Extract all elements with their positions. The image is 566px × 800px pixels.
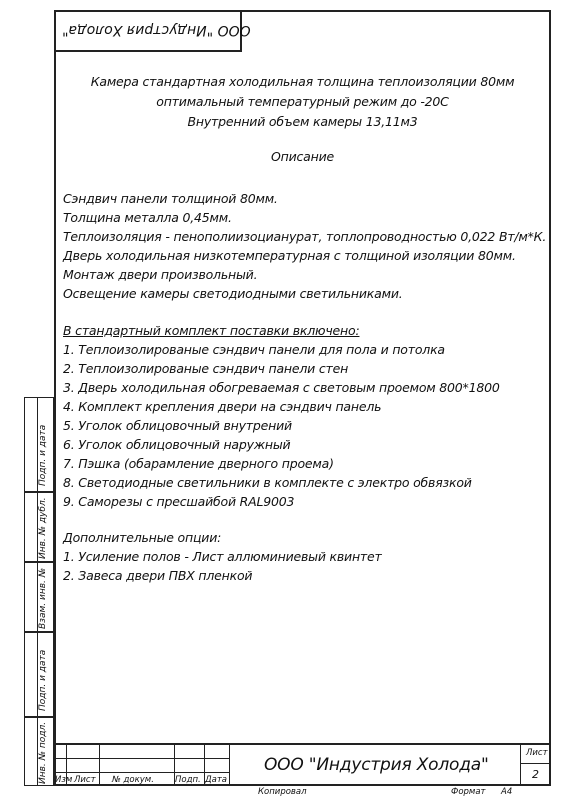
side-box-inv-dubl: [24, 492, 54, 562]
package-item: 7. Пэшка (обарамление дверного проема): [63, 456, 334, 471]
description-title: Описание: [270, 149, 335, 164]
side-box-inv-podl: [24, 717, 54, 786]
col-docum: № докум.: [112, 775, 154, 785]
col-izm: Изм: [55, 775, 73, 785]
package-item: 5. Уголок облицовочный внутрений: [63, 418, 292, 433]
side-box-vzam-inv: [24, 562, 54, 632]
header-stamp-box: [54, 10, 251, 52]
sheet-label: Лист: [526, 748, 548, 758]
package-item: 9. Саморезы с пресшайбой RAL9003: [63, 494, 295, 509]
header-stamp-text: ООО "Индустрия Холода": [62, 22, 251, 38]
company-name: ООО "Индустрия Холода": [264, 755, 489, 775]
side-label-podp-data-1: Подп. и дата: [38, 424, 48, 486]
footer-format-label: Формат: [451, 787, 486, 797]
description-line: Дверь холодильная низкотемпературная с толщиной изоляции 80мм.: [63, 248, 516, 263]
description-line: Освещение камеры светодиодными светильниками.: [63, 286, 403, 301]
side-label-inv-podl: Инв. № подл.: [38, 721, 48, 784]
footer-format-value: А4: [501, 787, 513, 797]
title-line-1: Камера стандартная холодильная толщина теплоизоляции 80мм: [90, 74, 515, 89]
options-item: 1. Усиление полов - Лист аллюминиевый квинтет: [63, 549, 382, 564]
col-list: Лист: [74, 775, 96, 785]
side-box-podp-data-1: [24, 397, 54, 492]
package-title: В стандартный комплект поставки включено:: [63, 323, 360, 338]
description-line: Монтаж двери произвольный.: [63, 267, 258, 282]
title-line-2: оптимальный температурный режим до -20С: [156, 94, 449, 109]
side-label-inv-dubl: Инв. № дубл.: [38, 497, 48, 559]
title-line-3: Внутренний объем камеры 13,11м3: [187, 114, 418, 129]
description-line: Теплоизоляция - пенополиизоцианурат, топлопроводностью 0,022 Вт/м*К.: [63, 229, 547, 244]
side-label-podp-data-2: Подп. и дата: [38, 649, 48, 711]
package-item: 4. Комплект крепления двери на сэндвич панель: [63, 399, 382, 414]
side-box-podp-data-2: [24, 632, 54, 717]
sheet-number: 2: [532, 768, 539, 781]
package-item: 3. Дверь холодильная обогреваемая с световым проемом 800*1800: [63, 380, 500, 395]
package-item: 1. Теплоизолированые сэндвич панели для пола и потолка: [63, 342, 445, 357]
title-block: [54, 743, 551, 786]
options-title: Дополнительные опции:: [63, 530, 222, 545]
package-item: 6. Уголок облицовочный наружный: [63, 437, 291, 452]
options-item: 2. Завеса двери ПВХ пленкой: [63, 568, 253, 583]
description-line: Сэндвич панели толщиной 80мм.: [63, 191, 278, 206]
description-line: Толщина металла 0,45мм.: [63, 210, 232, 225]
side-label-vzam-inv: Взам. инв. №: [38, 567, 48, 629]
footer-copied: Копировал: [258, 787, 307, 797]
col-data: Дата: [205, 775, 228, 785]
col-podp: Подп.: [175, 775, 201, 785]
package-item: 2. Теплоизолированые сэндвич панели стен: [63, 361, 349, 376]
package-item: 8. Светодиодные светильники в комплекте с электро обвязкой: [63, 475, 472, 490]
